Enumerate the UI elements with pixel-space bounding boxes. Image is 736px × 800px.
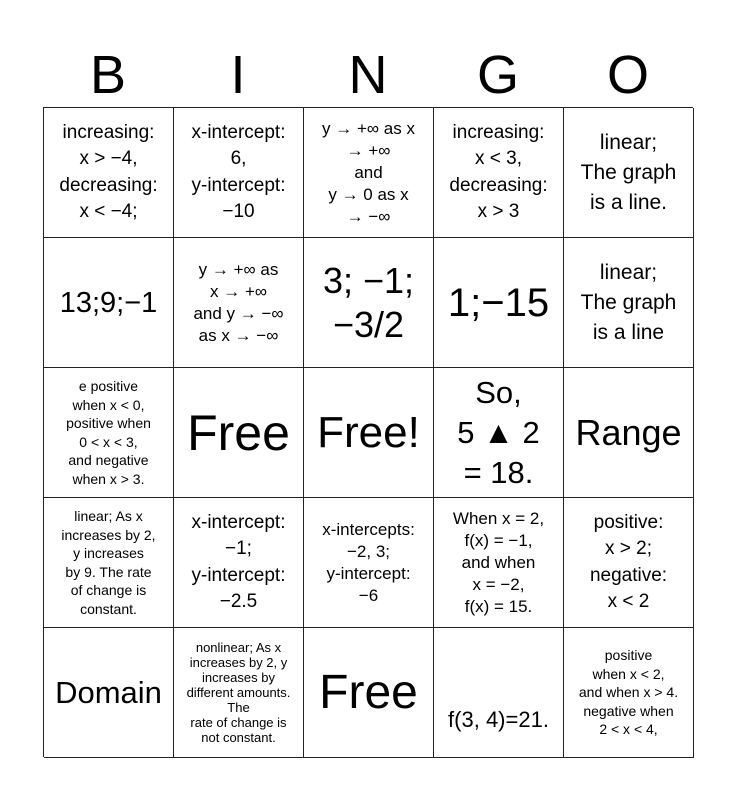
bingo-cell-r1c2[interactable]	[174, 108, 304, 238]
bingo-cell-r3c5[interactable]	[564, 368, 694, 498]
bingo-card-grid	[43, 107, 693, 757]
bingo-cell-r2c1[interactable]	[44, 238, 174, 368]
cell-text: 1;−15	[447, 280, 550, 325]
bingo-header	[43, 40, 693, 110]
free-space-label: Free!	[317, 407, 420, 457]
cell-text: positive: x > 2; negative: x < 2	[589, 511, 668, 612]
bingo-cell-r1c1[interactable]	[44, 108, 174, 238]
bingo-cell-r2c2[interactable]	[174, 238, 304, 368]
bingo-cell-r5c3-free[interactable]	[304, 628, 434, 758]
free-space-label: Free	[319, 665, 418, 719]
bingo-cell-r4c4[interactable]	[434, 498, 564, 628]
free-space-label: Free	[187, 404, 290, 461]
bingo-cell-r5c2[interactable]	[174, 628, 304, 758]
bingo-cell-r3c3-free[interactable]	[304, 368, 434, 498]
cell-text: linear; The graph is a line	[580, 260, 677, 344]
cell-text: y → +∞ as x → +∞ and y → 0 as x → −∞	[322, 118, 415, 226]
header-letter-o: O	[606, 45, 649, 105]
header-letter-g: G	[476, 45, 519, 105]
cell-text: 3; −1; −3/2	[322, 259, 415, 345]
bingo-cell-r4c5[interactable]	[564, 498, 694, 628]
cell-text: linear; The graph is a line.	[580, 130, 677, 214]
cell-text: x-intercepts: −2, 3; y-intercept: −6	[322, 519, 415, 605]
cell-text: Range	[575, 411, 682, 453]
bingo-cell-r5c5[interactable]	[564, 628, 694, 758]
cell-text: 13;9;−1	[59, 286, 158, 319]
cell-text: x-intercept: −1; y-intercept: −2.5	[191, 511, 286, 612]
bingo-cell-r4c1[interactable]	[44, 498, 174, 628]
cell-text: f(3, 4)=21.	[448, 707, 549, 732]
header-letter-b: B	[89, 45, 127, 105]
bingo-cell-r1c4[interactable]	[434, 108, 564, 238]
cell-text: x-intercept: 6, y-intercept: −10	[191, 121, 286, 222]
cell-text: When x = 2, f(x) = −1, and when x = −2, f(x) = 15.	[452, 508, 545, 616]
header-letter-n: N	[348, 45, 388, 105]
bingo-cell-r2c4[interactable]	[434, 238, 564, 368]
bingo-cell-r2c5[interactable]	[564, 238, 694, 368]
cell-text: linear; As x increases by 2, y increases by 9. The rate of change is constant.	[61, 508, 156, 617]
cell-text: nonlinear; As x increases by 2, y increases by different amounts. The rate of change is not constant.	[186, 640, 291, 745]
bingo-cell-r1c3[interactable]	[304, 108, 434, 238]
header-letter-i: I	[230, 45, 246, 105]
bingo-cell-r5c4[interactable]	[434, 628, 564, 758]
bingo-cell-r4c2[interactable]	[174, 498, 304, 628]
cell-text: Domain	[55, 674, 162, 710]
bingo-cell-r5c1[interactable]	[44, 628, 174, 758]
cell-text: positive when x < 2, and when x > 4. negative when 2 < x < 4,	[578, 647, 679, 738]
cell-text: y → +∞ as x → +∞ and y → −∞ as x → −∞	[193, 259, 284, 345]
bingo-cell-r3c4[interactable]	[434, 368, 564, 498]
cell-text: increasing: x < 3, decreasing: x > 3	[449, 121, 548, 222]
bingo-cell-r3c2-free[interactable]	[174, 368, 304, 498]
cell-text: e positive when x < 0, positive when 0 < x < 3, and negative when x > 3.	[66, 378, 151, 487]
bingo-cell-r3c1[interactable]	[44, 368, 174, 498]
bingo-cell-r2c3[interactable]	[304, 238, 434, 368]
bingo-cell-r4c3[interactable]	[304, 498, 434, 628]
bingo-cell-r1c5[interactable]	[564, 108, 694, 238]
cell-text: increasing: x > −4, decreasing: x < −4;	[59, 121, 158, 222]
cell-text: So, 5 ▲ 2 = 18.	[457, 374, 540, 490]
